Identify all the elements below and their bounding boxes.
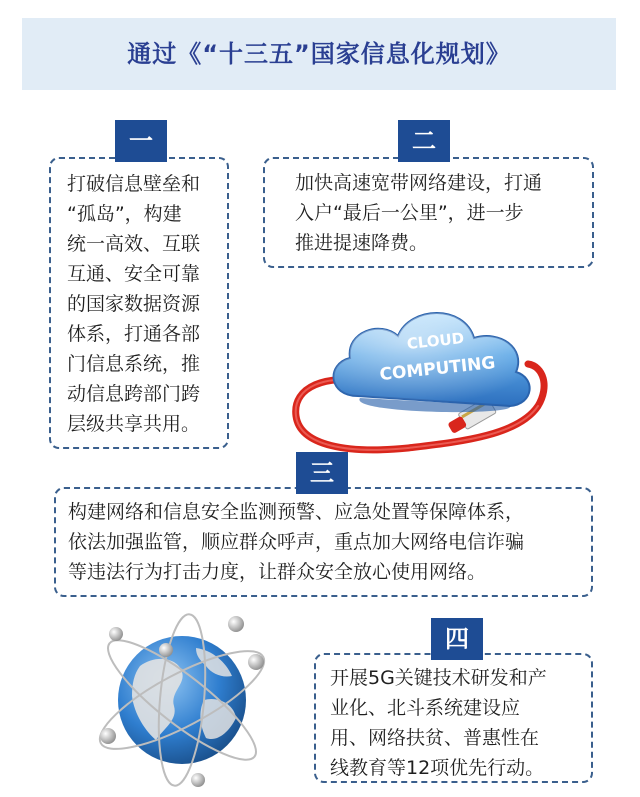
section-1-line: 层级共享共用。 [67,413,201,435]
section-3-number: 三 [310,459,334,487]
section-4-number: 四 [445,625,469,653]
section-4-number-badge [431,618,483,660]
section-1-line: 体系，打通各部 [67,323,201,345]
section-1-line: 门信息系统，推 [67,353,201,375]
section-2-line: 加快高速宽带网络建设，打通 [295,172,543,194]
section-2-number: 二 [412,127,436,155]
section-3-box [54,487,593,597]
section-2-box [263,157,594,268]
section-3-line: 构建网络和信息安全监测预警、应急处置等保障体系， [68,501,525,523]
section-4-line: 用、网络扶贫、普惠性在 [330,727,540,749]
section-1-line: “孤岛”，构建 [67,203,182,225]
page-title: 通过《“十三五”国家信息化规划》 [127,40,511,68]
section-3-number-badge [296,452,348,494]
section-3-line: 依法加强监管，顺应群众呼声，重点加大网络电信诈骗 [68,531,525,553]
section-1-line: 互通、安全可靠 [67,263,201,285]
section-1-line: 的国家数据资源 [67,293,201,315]
section-1-number: 一 [129,127,153,155]
section-2-number-badge [398,120,450,162]
section-4-line: 开展5G关键技术研发和产 [330,667,547,689]
section-2-line: 推进提速降费。 [295,232,429,254]
cloud-label-line1: CLOUD [405,329,465,353]
globe-icon [118,636,246,764]
section-4-box [314,653,593,783]
section-4-line: 业化、北斗系统建设应 [330,697,521,719]
section-1-box [49,157,229,449]
section-1-number-badge [115,120,167,162]
cloud-computing-illustration [288,286,568,458]
cloud-label-line2: COMPUTING [378,353,497,386]
section-1-line: 打破信息壁垒和 [67,173,201,195]
title-banner [22,18,616,90]
globe-atom-illustration [86,604,278,788]
section-1-line: 动信息跨部门跨 [67,383,201,405]
section-1-line: 统一高效、互联 [67,233,201,255]
section-4-line: 线教育等12项优先行动。 [330,757,545,779]
section-2-line: 入户“最后一公里”，进一步 [295,202,524,224]
section-3-line: 等违法行为打击力度，让群众安全放心使用网络。 [68,561,487,583]
